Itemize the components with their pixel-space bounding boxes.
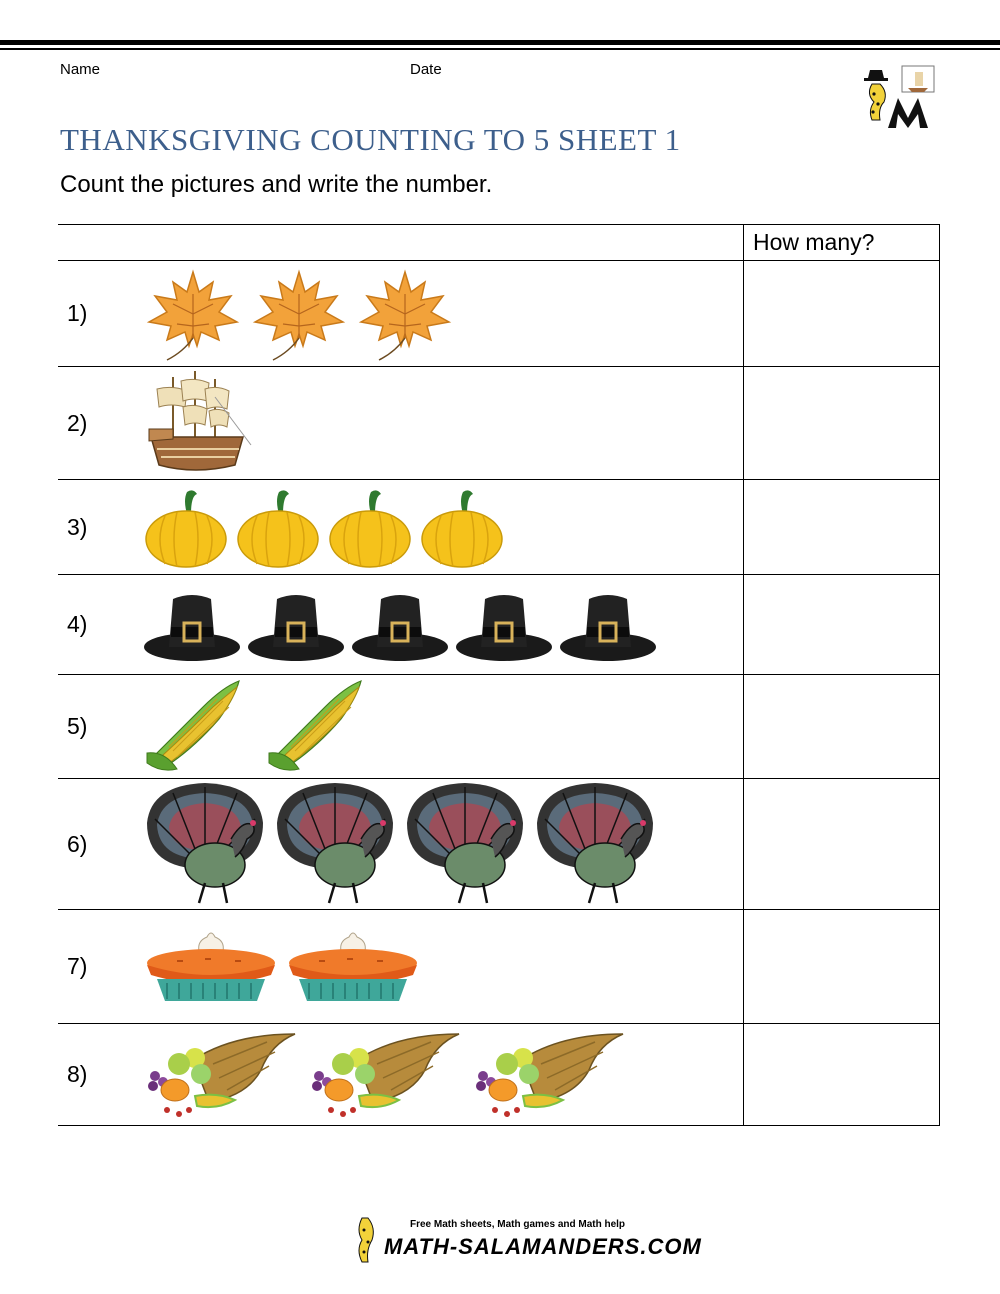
table-header-row — [58, 225, 940, 261]
page-title: THANKSGIVING COUNTING TO 5 SHEET 1 — [60, 122, 681, 157]
name-label: Name — [60, 61, 101, 78]
date-label: Date — [410, 61, 442, 78]
turkey-icon — [533, 779, 657, 909]
question-cell — [58, 575, 744, 675]
footer-tagline: Free Math sheets, Math games and Math help — [410, 1219, 626, 1230]
table-row — [58, 575, 940, 675]
cornucopia-icon — [471, 1030, 629, 1120]
maple-leaf-icon — [355, 264, 455, 364]
question-cell — [58, 910, 744, 1024]
maple-leaf-icon — [143, 264, 243, 364]
cornucopia-icon — [307, 1030, 465, 1120]
pictures — [143, 779, 657, 909]
pumpkin-pie-icon — [143, 929, 279, 1005]
pictures — [143, 367, 255, 479]
top-rule-thick — [0, 40, 1000, 45]
pilgrim-hat-icon — [143, 587, 241, 663]
answer-box[interactable] — [744, 1024, 940, 1126]
pictures — [143, 677, 381, 777]
top-rule-thin — [0, 48, 1000, 50]
pilgrim-hat-icon — [559, 587, 657, 663]
answer-box[interactable] — [744, 910, 940, 1024]
footer-salamander-icon — [352, 1214, 380, 1264]
pumpkin-icon — [235, 484, 321, 570]
question-cell — [58, 367, 744, 480]
corn-icon — [143, 677, 259, 777]
pumpkin-icon — [419, 484, 505, 570]
answer-box[interactable] — [744, 675, 940, 779]
question-cell — [58, 261, 744, 367]
pumpkin-pie-icon — [285, 929, 421, 1005]
instructions: Count the pictures and write the number. — [60, 171, 493, 198]
corn-icon — [265, 677, 381, 777]
answer-box[interactable] — [744, 779, 940, 910]
footer-site-name[interactable]: MATH-SALAMANDERS.COM — [384, 1234, 702, 1259]
pilgrim-hat-icon — [351, 587, 449, 663]
pictures — [143, 264, 455, 364]
question-number: 6) — [67, 830, 88, 857]
pilgrim-hat-icon — [455, 587, 553, 663]
table-row — [58, 1024, 940, 1126]
question-cell — [58, 675, 744, 779]
answer-box[interactable] — [744, 575, 940, 675]
pictures — [143, 587, 657, 663]
salamander-logo-icon — [858, 64, 940, 130]
header-blank-cell — [58, 225, 744, 261]
table-row — [58, 675, 940, 779]
question-cell — [58, 779, 744, 910]
pictures — [143, 484, 505, 570]
table-row — [58, 910, 940, 1024]
table-row — [58, 779, 940, 910]
cornucopia-icon — [143, 1030, 301, 1120]
question-number: 5) — [67, 713, 88, 739]
pilgrim-hat-icon — [247, 587, 345, 663]
answer-box[interactable] — [744, 480, 940, 575]
question-number: 7) — [67, 953, 88, 979]
answer-box[interactable] — [744, 261, 940, 367]
counting-table — [58, 224, 940, 1126]
answer-column-header: How many? — [744, 225, 940, 261]
pilgrim-ship-icon — [143, 367, 255, 479]
question-number: 4) — [67, 611, 88, 637]
question-number: 8) — [67, 1061, 88, 1087]
answer-box[interactable] — [744, 367, 940, 480]
table-row — [58, 480, 940, 575]
question-number: 2) — [67, 409, 88, 436]
question-cell — [58, 480, 744, 575]
pictures — [143, 1030, 629, 1120]
turkey-icon — [403, 779, 527, 909]
maple-leaf-icon — [249, 264, 349, 364]
question-number: 1) — [67, 300, 88, 326]
pumpkin-icon — [327, 484, 413, 570]
pictures — [143, 929, 421, 1005]
table-row — [58, 367, 940, 480]
question-number: 3) — [67, 513, 88, 540]
pumpkin-icon — [143, 484, 229, 570]
turkey-icon — [273, 779, 397, 909]
turkey-icon — [143, 779, 267, 909]
table-row — [58, 261, 940, 367]
question-cell — [58, 1024, 744, 1126]
